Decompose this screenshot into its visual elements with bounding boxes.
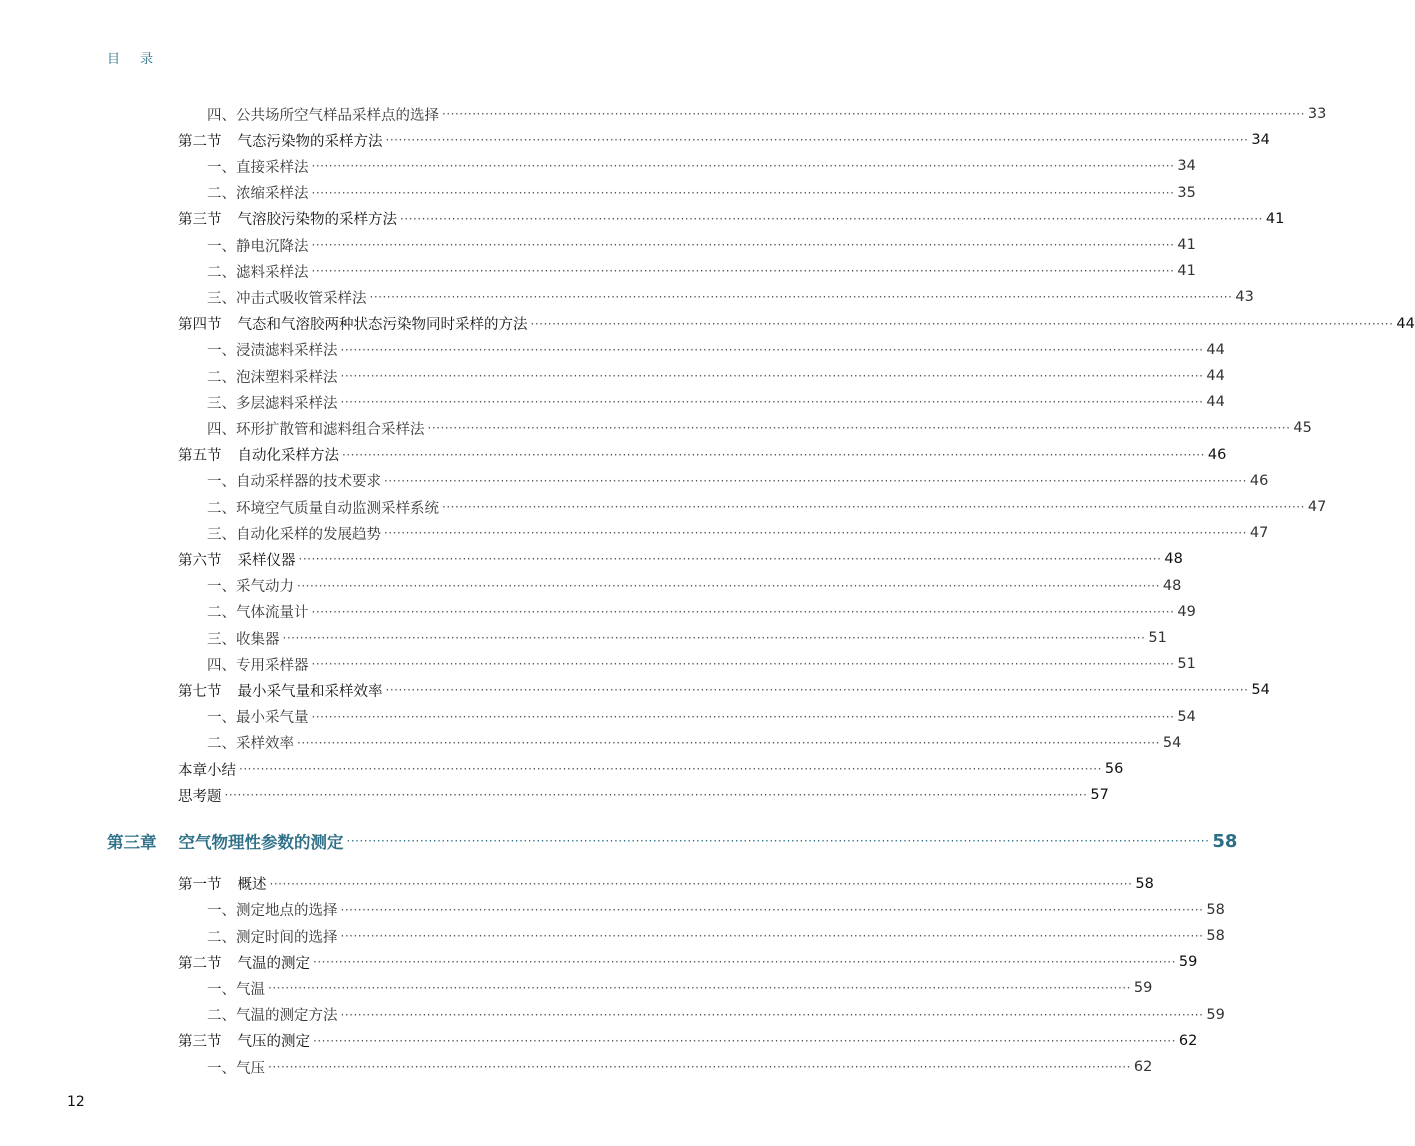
toc-page-number: 44 bbox=[1206, 341, 1225, 358]
toc-entry-label: 二、气体流量计 bbox=[207, 605, 309, 622]
toc-entry-label: 一、气温 bbox=[207, 981, 265, 998]
dot-leader: ········································································································································································································ bbox=[346, 834, 1210, 849]
toc-entry-label: 气温的测定 bbox=[237, 955, 310, 972]
toc-entry-number: 第一节 bbox=[178, 877, 222, 894]
dot-leader: ········································································································································································································ bbox=[442, 107, 1305, 121]
toc-page-number: 54 bbox=[1162, 734, 1182, 751]
toc-entry-title bbox=[207, 392, 338, 413]
toc-page-number: 54 bbox=[1177, 708, 1196, 725]
toc-page-number: 62 bbox=[1133, 1059, 1153, 1075]
toc-entry-label: 思考题 bbox=[178, 788, 222, 805]
dot-leader: ········································································································································································································ bbox=[385, 133, 1249, 148]
toc-section[interactable] bbox=[0, 757, 1124, 781]
toc-entry-title bbox=[178, 873, 267, 894]
toc-item[interactable] bbox=[0, 705, 1196, 729]
toc-page-number: 33 bbox=[1307, 106, 1327, 122]
dot-leader: ········································································································································································································ bbox=[530, 316, 1394, 331]
toc-entry-label: 一、气压 bbox=[207, 1060, 265, 1077]
dot-leader: ········································································································································································································ bbox=[427, 421, 1291, 436]
toc-entry-title bbox=[178, 313, 528, 334]
toc-entry-title bbox=[207, 1057, 265, 1078]
toc-entry-label: 本章小结 bbox=[178, 762, 236, 779]
toc-entry-title bbox=[207, 706, 309, 727]
toc-section[interactable] bbox=[0, 678, 1270, 702]
toc-entry-label: 二、环境空气质量自动监测采样系统 bbox=[207, 500, 439, 517]
toc-section[interactable] bbox=[0, 783, 1109, 807]
toc-entry-number: 第七节 bbox=[178, 683, 222, 700]
dot-leader: ········································································································································································································ bbox=[311, 604, 1175, 619]
dot-leader: ········································································································································································································ bbox=[311, 159, 1175, 174]
toc-entry-title bbox=[207, 261, 309, 282]
toc-entry-title bbox=[207, 104, 439, 125]
toc-entry-title bbox=[178, 952, 310, 973]
toc-entry-label: 采样仪器 bbox=[237, 552, 296, 569]
toc-item[interactable] bbox=[0, 338, 1225, 362]
toc-page-number: 59 bbox=[1178, 954, 1198, 971]
toc-item[interactable] bbox=[0, 574, 1182, 598]
toc-page-number: 41 bbox=[1177, 237, 1196, 253]
toc-page-number: 59 bbox=[1206, 1006, 1225, 1023]
toc-item[interactable] bbox=[0, 102, 1327, 126]
toc-entry-title bbox=[207, 601, 309, 622]
dot-leader: ········································································································································································································ bbox=[340, 342, 1204, 357]
toc-entry-title bbox=[207, 182, 309, 203]
toc-item[interactable] bbox=[0, 924, 1225, 948]
toc-page-number: 58 bbox=[1206, 928, 1225, 944]
dot-leader: ········································································································································································································ bbox=[311, 185, 1175, 200]
toc-entry-number: 第五节 bbox=[178, 448, 222, 465]
toc-section[interactable] bbox=[0, 872, 1154, 896]
toc-entry-title bbox=[178, 785, 222, 806]
toc-page-number: 48 bbox=[1162, 577, 1182, 594]
toc-section[interactable] bbox=[0, 128, 1270, 152]
toc-entry-title bbox=[178, 444, 339, 465]
toc-page-number: 43 bbox=[1235, 289, 1254, 306]
toc-item[interactable] bbox=[0, 731, 1182, 755]
toc-entry-label: 一、最小采气量 bbox=[207, 710, 309, 727]
dot-leader: ········································································································································································································ bbox=[268, 981, 1131, 996]
dot-leader: ········································································································································································································ bbox=[311, 709, 1175, 724]
dot-leader: ········································································································································································································ bbox=[224, 788, 1088, 803]
toc-item[interactable] bbox=[0, 285, 1254, 309]
toc-entry-label: 一、自动采样器的技术要求 bbox=[207, 474, 381, 491]
toc-page-number: 58 bbox=[1135, 875, 1154, 892]
dot-leader: ········································································································································································································ bbox=[268, 1060, 1131, 1074]
toc-page-number: 46 bbox=[1207, 446, 1227, 463]
toc-entry-title bbox=[207, 287, 367, 308]
toc-page-number: 58 bbox=[1212, 830, 1238, 852]
toc-entry-number: 第三节 bbox=[178, 1034, 222, 1051]
dot-leader: ········································································································································································································ bbox=[369, 290, 1233, 305]
toc-entry-label: 一、浸渍滤料采样法 bbox=[207, 343, 338, 360]
toc-entry-title bbox=[178, 208, 397, 229]
dot-leader: ········································································································································································································ bbox=[340, 902, 1204, 917]
toc-entry-title bbox=[207, 418, 425, 439]
toc-entry-number: 第三章 bbox=[107, 833, 157, 853]
toc-page-number: 51 bbox=[1177, 656, 1196, 673]
toc-page-number: 44 bbox=[1206, 368, 1225, 384]
dot-leader: ········································································································································································································ bbox=[442, 500, 1305, 514]
toc-item[interactable] bbox=[0, 521, 1269, 545]
toc-entry-title bbox=[178, 130, 383, 151]
toc-entry-title bbox=[178, 549, 296, 570]
toc-entry-title bbox=[207, 575, 294, 596]
toc-item[interactable] bbox=[0, 469, 1269, 493]
toc-section[interactable] bbox=[0, 1029, 1198, 1053]
toc-entry-title bbox=[178, 1030, 310, 1051]
toc-entry-label: 三、冲击式吸收管采样法 bbox=[207, 290, 367, 307]
toc-item[interactable] bbox=[0, 259, 1196, 283]
toc-page-number: 62 bbox=[1178, 1032, 1198, 1049]
toc-page-number: 47 bbox=[1307, 499, 1327, 515]
toc-page-number: 41 bbox=[1265, 210, 1285, 227]
toc-page-number: 49 bbox=[1177, 603, 1196, 620]
dot-leader: ········································································································································································································ bbox=[297, 735, 1160, 750]
toc-entry-label: 一、直接采样法 bbox=[207, 159, 309, 176]
toc-entry-title bbox=[207, 1004, 338, 1025]
toc-entry-label: 气压的测定 bbox=[237, 1034, 310, 1051]
dot-leader: ········································································································································································································ bbox=[340, 369, 1204, 383]
toc-section[interactable] bbox=[0, 950, 1198, 974]
toc-entry-title bbox=[207, 156, 309, 177]
dot-leader: ········································································································································································································ bbox=[313, 1033, 1176, 1048]
toc-entry-title bbox=[207, 470, 381, 491]
dot-leader: ········································································································································································································ bbox=[311, 657, 1175, 672]
toc-entry-title bbox=[207, 628, 280, 649]
toc-page-number: 58 bbox=[1206, 901, 1225, 918]
toc-entry-label: 二、泡沫塑料采样法 bbox=[207, 369, 338, 386]
toc-section[interactable] bbox=[0, 443, 1227, 467]
toc-entry-title bbox=[107, 829, 344, 853]
toc-entry-title bbox=[207, 235, 309, 256]
dot-leader: ········································································································································································································ bbox=[400, 211, 1263, 226]
toc-entry-label: 自动化采样方法 bbox=[237, 448, 339, 465]
dot-leader: ········································································································································································································ bbox=[340, 1007, 1204, 1022]
dot-leader: ········································································································································································································ bbox=[384, 473, 1247, 488]
toc-entry-title bbox=[207, 339, 338, 360]
toc-entry-label: 二、采样效率 bbox=[207, 736, 294, 753]
toc-entry-label: 三、多层滤料采样法 bbox=[207, 395, 338, 412]
toc-chapter[interactable] bbox=[0, 827, 1238, 855]
dot-leader: ········································································································································································································ bbox=[340, 929, 1204, 943]
toc-entry-title bbox=[207, 366, 338, 387]
toc-entry-label: 四、环形扩散管和滤料组合采样法 bbox=[207, 421, 425, 438]
toc-entry-label: 四、专用采样器 bbox=[207, 657, 309, 674]
toc-page-number: 44 bbox=[1396, 315, 1415, 332]
toc-page-number: 34 bbox=[1251, 132, 1270, 149]
toc-item[interactable] bbox=[0, 652, 1196, 676]
toc-page-number: 47 bbox=[1249, 525, 1269, 542]
toc-entry-label: 二、滤料采样法 bbox=[207, 264, 309, 281]
toc-page-number: 56 bbox=[1104, 761, 1124, 777]
page-number: 12 bbox=[67, 1094, 85, 1110]
toc-item[interactable] bbox=[0, 600, 1196, 624]
toc-item[interactable] bbox=[0, 626, 1167, 650]
toc-entry-title bbox=[178, 759, 236, 780]
toc-entry-label: 概述 bbox=[237, 877, 267, 894]
toc-entry-number: 第六节 bbox=[178, 552, 222, 569]
toc-page-number: 41 bbox=[1177, 263, 1196, 280]
toc-item[interactable] bbox=[0, 364, 1225, 388]
toc-section[interactable] bbox=[0, 207, 1285, 231]
toc-page-number: 34 bbox=[1177, 158, 1196, 175]
toc-item[interactable] bbox=[0, 390, 1225, 414]
toc-item[interactable] bbox=[0, 416, 1312, 440]
toc-header: 目 录 bbox=[107, 52, 162, 67]
toc-page-number: 48 bbox=[1164, 551, 1183, 568]
toc-section[interactable] bbox=[0, 547, 1183, 571]
toc-page-number: 51 bbox=[1148, 630, 1167, 646]
dot-leader: ········································································································································································································ bbox=[297, 578, 1160, 593]
toc-entry-title bbox=[207, 899, 338, 920]
toc-entry-label: 一、采气动力 bbox=[207, 579, 294, 596]
toc-entry-label: 气态污染物的采样方法 bbox=[237, 133, 383, 150]
toc-entry-title bbox=[178, 680, 383, 701]
toc-entry-title bbox=[207, 497, 439, 518]
toc-item[interactable] bbox=[0, 976, 1153, 1000]
toc-entry-title bbox=[207, 732, 294, 753]
toc-entry-label: 最小采气量和采样效率 bbox=[237, 683, 383, 700]
toc-entry-number: 第二节 bbox=[178, 133, 222, 150]
toc-page-number: 46 bbox=[1249, 472, 1269, 489]
dot-leader: ········································································································································································································ bbox=[239, 762, 1102, 776]
dot-leader: ········································································································································································································ bbox=[385, 683, 1249, 698]
toc-item[interactable] bbox=[0, 1003, 1225, 1027]
toc-entry-label: 气态和气溶胶两种状态污染物同时采样的方法 bbox=[237, 317, 528, 334]
dot-leader: ········································································································································································································ bbox=[282, 631, 1146, 645]
dot-leader: ········································································································································································································ bbox=[313, 955, 1176, 970]
dot-leader: ········································································································································································································ bbox=[342, 447, 1205, 462]
toc-page-number: 45 bbox=[1293, 420, 1312, 437]
dot-leader: ········································································································································································································ bbox=[384, 526, 1247, 541]
toc-page-number: 44 bbox=[1206, 394, 1225, 411]
toc-item[interactable] bbox=[0, 495, 1327, 519]
dot-leader: ········································································································································································································ bbox=[298, 552, 1162, 567]
toc-page-number: 59 bbox=[1133, 980, 1153, 997]
toc-entry-title bbox=[207, 654, 309, 675]
toc-item[interactable] bbox=[0, 181, 1196, 205]
toc-entry-label: 一、静电沉降法 bbox=[207, 238, 309, 255]
toc-section[interactable] bbox=[0, 312, 1415, 336]
dot-leader: ········································································································································································································ bbox=[311, 238, 1175, 252]
toc-entry-number: 第四节 bbox=[178, 317, 222, 334]
toc-entry-label: 三、收集器 bbox=[207, 631, 280, 648]
toc-page-number: 57 bbox=[1090, 787, 1109, 804]
toc-item[interactable] bbox=[0, 1055, 1153, 1079]
dot-leader: ········································································································································································································ bbox=[269, 876, 1133, 891]
toc-item[interactable] bbox=[0, 154, 1196, 178]
dot-leader: ········································································································································································································ bbox=[340, 395, 1204, 410]
toc-entry-label: 空气物理性参数的测定 bbox=[178, 833, 344, 853]
toc-entry-label: 三、自动化采样的发展趋势 bbox=[207, 526, 381, 543]
toc-entry-label: 二、气温的测定方法 bbox=[207, 1008, 338, 1025]
dot-leader: ········································································································································································································ bbox=[311, 264, 1175, 279]
toc-entry-title bbox=[207, 978, 265, 999]
toc-item[interactable] bbox=[0, 898, 1225, 922]
toc-entry-label: 四、公共场所空气样品采样点的选择 bbox=[207, 107, 439, 124]
toc-entry-title bbox=[207, 523, 381, 544]
toc-entry-label: 二、浓缩采样法 bbox=[207, 186, 309, 203]
toc-entry-label: 一、测定地点的选择 bbox=[207, 903, 338, 920]
toc-entry-title bbox=[207, 926, 338, 947]
toc-page-number: 35 bbox=[1177, 184, 1196, 201]
toc-page-number: 54 bbox=[1251, 682, 1270, 699]
toc-entry-label: 气溶胶污染物的采样方法 bbox=[237, 212, 397, 229]
toc-entry-number: 第二节 bbox=[178, 955, 222, 972]
toc-entry-number: 第三节 bbox=[178, 212, 222, 229]
toc-entry-label: 二、测定时间的选择 bbox=[207, 929, 338, 946]
toc-item[interactable] bbox=[0, 233, 1196, 257]
